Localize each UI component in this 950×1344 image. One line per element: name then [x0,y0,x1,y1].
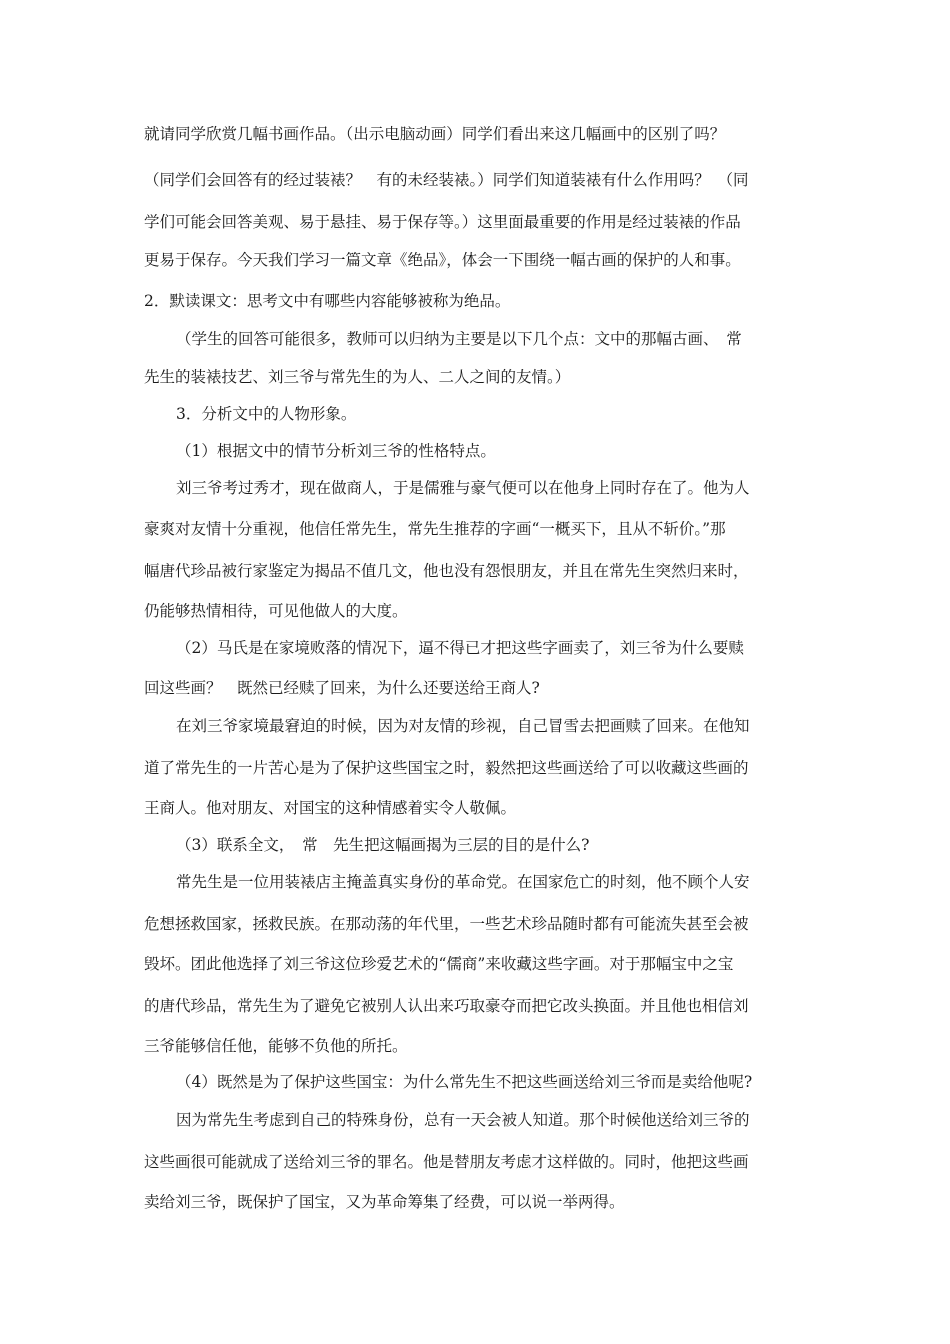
body-text-line: 因为常先生考虑到自己的特殊身份，总有一天会被人知道。那个时候他送给刘三爷的 [176,1111,750,1129]
section-heading-2: 2．默读课文：思考文中有哪些内容能够被称为绝品。 [144,292,511,310]
body-text-line: 学们可能会回答美观、易于悬挂、易于保存等。）这里面最重要的作用是经过装裱的作品 [144,213,741,231]
body-text-line: 这些画很可能就成了送给刘三爷的罪名。他是替朋友考虑才这样做的。同时，他把这些画 [144,1153,749,1171]
body-text-line: 更易于保存。今天我们学习一篇文章《绝品》，体会一下围绕一幅古画的保护的人和事。 [144,251,741,269]
body-text-line: 仍能够热情相待，可见他做人的大度。 [144,602,408,620]
body-text-line: 的唐代珍品，常先生为了避免它被别人认出来巧取豪夺而把它改头换面。并且他也相信刘 [144,997,749,1015]
question-2: （2）马氏是在家境败落的情况下，逼不得已才把这些字画卖了，刘三爷为什么要赎 [176,639,744,657]
body-text-line: 豪爽对友情十分重视，他信任常先生，常先生推荐的字画“一概买下，且从不斩价。”那 [144,520,726,538]
body-text-line: 王商人。他对朋友、对国宝的这种情感着实令人敬佩。 [144,799,517,817]
body-text-line: 道了常先生的一片苦心是为了保护这些国宝之时，毅然把这些画送给了可以收藏这些画的 [144,759,749,777]
section-heading-3: 3．分析文中的人物形象。 [176,405,357,423]
body-text-line: 三爷能够信任他，能够不负他的所托。 [144,1037,408,1055]
body-text-line: 毁坏。团此他选择了刘三爷这位珍爱艺术的“儒商”来收藏这些字画。对于那幅宝中之宝 [144,955,734,973]
body-text-line: 卖给刘三爷，既保护了国宝，又为革命筹集了经费，可以说一举两得。 [144,1193,625,1211]
body-text-line: 在刘三爷家境最窘迫的时候，因为对友情的珍视，自己冒雪去把画赎了回来。在他知 [176,717,750,735]
body-text-line: （学生的回答可能很多，教师可以归纳为主要是以下几个点：文中的那幅古画、 常 [176,330,742,348]
body-text-line: （同学们会回答有的经过装裱？ 有的未经装裱。）同学们知道装裱有什么作用吗？ （同 [144,171,749,189]
body-text-line: 常先生是一位用装裱店主掩盖真实身份的革命党。在国家危亡的时刻，他不顾个人安 [176,873,750,891]
question-4: （4）既然是为了保护这些国宝：为什么常先生不把这些画送给刘三爷而是卖给他呢? [176,1073,753,1091]
question-1: （1）根据文中的情节分析刘三爷的性格特点。 [176,442,496,460]
body-text-line: 先生的装裱技艺、刘三爷与常先生的为人、二人之间的友情。） [144,368,571,386]
body-text-line: 回这些画？ 既然已经赎了回来，为什么还要送给王商人? [144,679,540,697]
body-text-line: 刘三爷考过秀才，现在做商人，于是儒雅与豪气便可以在他身上同时存在了。他为人 [176,479,750,497]
body-text-line: 危想拯救国家，拯救民族。在那动荡的年代里，一些艺术珍品随时都有可能流失甚至会被 [144,915,749,933]
body-text-line: 就请同学欣赏几幅书画作品。（出示电脑动画）同学们看出来这几幅画中的区别了吗？ [144,125,726,143]
body-text-line: 幅唐代珍品被行家鉴定为揭品不值几文，他也没有怨恨朋友，并且在常先生突然归来时， [144,562,749,580]
question-3: （3）联系全文， 常 先生把这幅画揭为三层的目的是什么? [176,836,590,854]
